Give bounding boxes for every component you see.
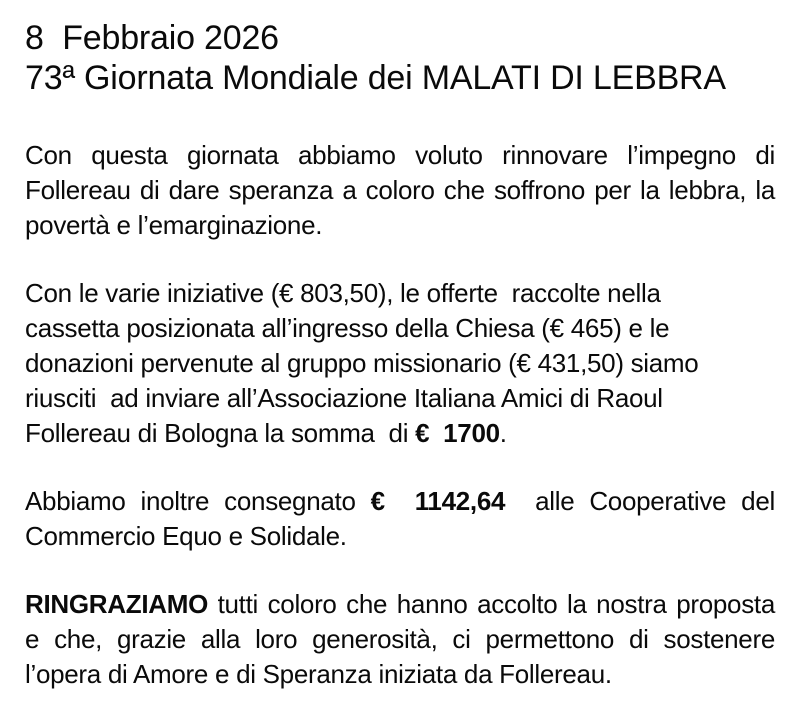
- document-header: [25, 18, 775, 98]
- text-line: [25, 381, 775, 416]
- paragraph-ringraziamo: [25, 587, 775, 692]
- text-line: [25, 311, 775, 346]
- text-segment: Commercio Equo e Solidale.: [25, 521, 347, 551]
- text-segment: alle Cooperative del: [505, 486, 775, 516]
- text-segment: tutti coloro che hanno accolto la nostra proposta: [208, 589, 775, 619]
- document-title: 73ª Giornata Mondiale dei MALATI DI LEBBRA: [25, 59, 726, 97]
- text-segment: e che, grazie alla loro generosità, ci permettono di sostenere: [25, 624, 775, 654]
- text-line: [25, 657, 775, 692]
- text-line: [25, 519, 775, 554]
- paragraph-impegno: [25, 138, 775, 243]
- text-line: [25, 416, 775, 451]
- amount-total-bold: € 1700: [415, 418, 500, 448]
- text-line: [25, 173, 775, 208]
- keyword-ringraziamo-bold: RINGRAZIAMO: [25, 589, 209, 619]
- text-segment: donazioni pervenute al gruppo missionario (€ 431,50) siamo: [25, 348, 699, 378]
- amount-cooperative-bold: € 1142,64: [370, 486, 506, 516]
- text-line: [25, 484, 775, 519]
- paragraph-iniziative: [25, 276, 775, 451]
- text-segment: riusciti ad inviare all’Associazione Italiana Amici di Raoul: [25, 383, 663, 413]
- text-segment: povertà e l’emarginazione.: [25, 210, 323, 240]
- text-line: [25, 622, 775, 657]
- text-line: [25, 138, 775, 173]
- text-segment: Con questa giornata abbiamo voluto rinnovare l’impegno di: [25, 140, 775, 170]
- paragraph-cooperative: [25, 484, 775, 554]
- text-line: [25, 276, 775, 311]
- text-segment: cassetta posizionata all’ingresso della Chiesa (€ 465) e le: [25, 313, 670, 343]
- text-line: [25, 587, 775, 622]
- text-line: [25, 346, 775, 381]
- text-segment: Follereau di dare speranza a coloro che soffrono per la lebbra, la: [25, 175, 775, 205]
- text-segment: Follereau di Bologna la somma di: [25, 418, 416, 448]
- text-segment: l’opera di Amore e di Speranza iniziata da Follereau.: [25, 659, 612, 689]
- text-segment: .: [499, 418, 507, 448]
- date-line: 8 Febbraio 2026: [25, 19, 279, 57]
- text-segment: Abbiamo inoltre consegnato: [25, 486, 371, 516]
- text-line: [25, 208, 775, 243]
- text-segment: Con le varie iniziative (€ 803,50), le offerte raccolte nella: [25, 278, 661, 308]
